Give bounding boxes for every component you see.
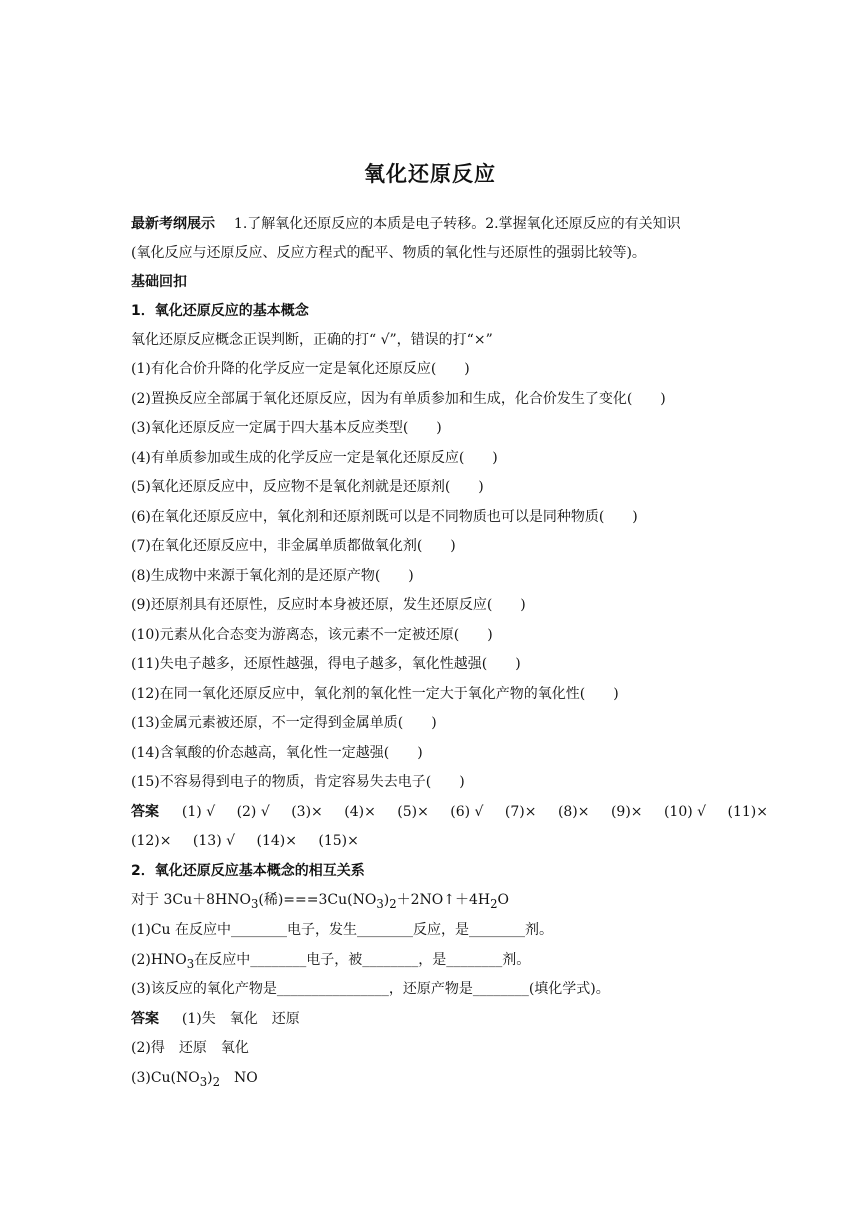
equation-text: ) [383, 892, 390, 908]
fill-question-1: (1)Cu 在反应中________电子，发生________反应，是________剂。 [131, 922, 554, 938]
chemical-equation [131, 890, 509, 914]
question-item: (2)置换反应全部属于氧化还原反应，因为有单质参加和生成，化合价发生了变化( ) [131, 391, 666, 407]
answer-item: (6) √ [450, 804, 484, 820]
question-item: (1)有化合价升降的化学反应一定是氧化还原反应( ) [131, 361, 470, 377]
outline-line-1 [131, 214, 681, 234]
answer-item: (1) √ [181, 804, 216, 820]
answer-item: (8)× [557, 804, 590, 820]
section-review: 基础回扣 [131, 274, 187, 290]
part1-instruction: 氧化还原反应概念正误判断，正确的打“ √”，错误的打“×” [131, 332, 493, 348]
equation-text: 对于 3Cu＋8HNO [131, 892, 251, 908]
question-item: (5)氧化还原反应中，反应物不是氧化剂就是还原剂( ) [131, 479, 484, 495]
part2-heading: 2．氧化还原反应基本概念的相互关系 [131, 863, 365, 879]
question-item: (8)生成物中来源于氧化剂的是还原产物( ) [131, 568, 414, 584]
answer-text: NO [220, 1070, 258, 1086]
question-item: (15)不容易得到电子的物质，肯定容易失去电子( ) [131, 774, 465, 790]
answer-subscript: 2 [212, 1074, 221, 1089]
question-item: (12)在同一氧化还原反应中，氧化剂的氧化性一定大于氧化产物的氧化性( ) [131, 686, 619, 702]
equation-text: ＋2NO↑＋4H [396, 892, 491, 908]
question-text: 在反应中________电子，被________，是________剂。 [194, 952, 531, 968]
part2-answer-line-2: (2)得 还原 氧化 [131, 1040, 249, 1056]
equation-subscript: 2 [490, 896, 498, 911]
equation-text: O [497, 892, 510, 908]
answer-item: (12)× [131, 833, 172, 849]
part2-answer-line-1 [131, 1009, 300, 1029]
answer-item: (11)× [727, 804, 768, 820]
answer-item: (13) √ [192, 833, 236, 849]
equation-text: (稀)===3Cu(NO [258, 892, 377, 908]
question-item: (7)在氧化还原反应中，非金属单质都做氧化剂( ) [131, 538, 456, 554]
answer-label: 答案 [131, 804, 159, 820]
outline-text-1: 1.了解氧化还原反应的本质是电子转移。2.掌握氧化还原反应的有关知识 [233, 216, 681, 232]
answer-item: (5)× [397, 804, 429, 820]
answer-item: (7)× [504, 804, 537, 820]
outline-text-2: (氧化反应与还原反应、反应方程式的配平、物质的氧化性与还原性的强弱比较等)。 [131, 245, 646, 261]
answer-text: (3)Cu(NO [131, 1070, 200, 1086]
question-item: (3)氧化还原反应一定属于四大基本反应类型( ) [131, 420, 442, 436]
answer-item: (15)× [318, 833, 359, 849]
outline-label: 最新考纲展示 [131, 216, 215, 232]
answer-item: (14)× [256, 833, 297, 849]
answer-text: ) [207, 1070, 213, 1086]
question-item: (14)含氧酸的价态越高，氧化性一定越强( ) [131, 745, 423, 761]
answer-item: (4)× [344, 804, 376, 820]
answer-line-2 [131, 831, 376, 851]
answer-item: (2) √ [236, 804, 270, 820]
answer-subscript: 3 [199, 1074, 208, 1089]
equation-subscript: 3 [250, 896, 259, 911]
part1-heading: 1．氧化还原反应的基本概念 [131, 303, 309, 319]
question-item: (9)还原剂具有还原性，反应时本身被还原，发生还原反应( ) [131, 597, 526, 613]
answer-item: (3)× [291, 804, 323, 820]
answer-item: (10) √ [663, 804, 707, 820]
question-item: (4)有单质参加或生成的化学反应一定是氧化还原反应( ) [131, 450, 498, 466]
question-subscript: 3 [186, 956, 195, 971]
answer-label: 答案 [131, 1011, 159, 1027]
answer-item: (9)× [610, 804, 643, 820]
fill-question-3: (3)该反应的氧化产物是________________，还原产物是________(填化学式)。 [131, 981, 610, 997]
answer-line-1 [131, 802, 785, 822]
answer-text: (1)失 氧化 还原 [181, 1011, 300, 1027]
question-item: (11)失电子越多，还原性越强，得电子越多，氧化性越强( ) [131, 656, 521, 672]
question-item: (6)在氧化还原反应中，氧化剂和还原剂既可以是不同物质也可以是同种物质( ) [131, 509, 638, 525]
question-text: (2)HNO [131, 952, 187, 968]
equation-subscript: 3 [376, 896, 384, 911]
question-item: (13)金属元素被还原，不一定得到金属单质( ) [131, 715, 437, 731]
equation-subscript: 2 [389, 896, 397, 911]
question-item: (10)元素从化合态变为游离态，该元素不一定被还原( ) [131, 627, 493, 643]
page-title: 氧化还原反应 [364, 162, 496, 186]
part2-answer-line-3 [131, 1068, 258, 1092]
fill-question-2 [131, 950, 530, 974]
